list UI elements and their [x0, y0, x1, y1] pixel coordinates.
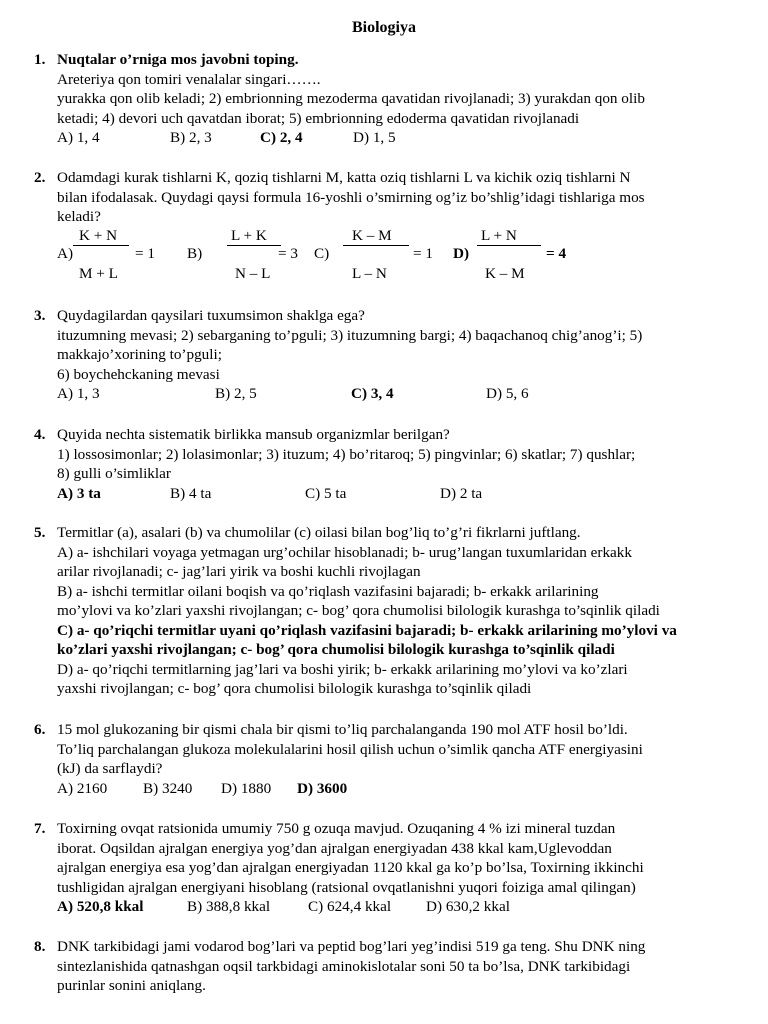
question-number: 5. — [34, 524, 46, 541]
question-line: (kJ) da sarflaydi? — [57, 760, 163, 777]
question-line: purinlar sonini aniqlang. — [57, 977, 206, 994]
option-d: D) 1, 5 — [353, 129, 396, 146]
option-c-numerator: K – M — [352, 226, 392, 244]
question-line: ajralgan energiya esa yog’dan ajralgan energiyadan 1120 kkal ga ko’p bo’lsa, Toxirning ikkinchi — [57, 859, 644, 876]
option-a-label: A) — [57, 244, 74, 262]
option-b-equals: = 3 — [278, 244, 298, 262]
answer-options — [57, 897, 746, 917]
question-3 — [34, 306, 746, 404]
question-line: Quydagilardan qaysilari tuxumsimon shaklga ega? — [57, 307, 365, 324]
question-number: 6. — [34, 721, 46, 738]
option-c-label: C) — [314, 244, 330, 262]
question-line: DNK tarkibidagi jami vodarod bog’lari va peptid bog’lari yeg’indisi 519 ga teng. Shu DNK ning — [57, 938, 646, 955]
option-d-line: D) a- qo’riqchi termitlarning jag’lari va boshi yirik; b- erkakk arilarining mo’ylovi va ko’zlari — [57, 660, 628, 678]
option-d-denominator: K – M — [485, 264, 525, 282]
option-c-line: ko’zlari yaxshi rivojlangan; c- bog’ qora chumolisi bilologik kurashga to’sqinlik qiladi — [57, 641, 615, 658]
fraction-bar — [343, 245, 409, 246]
question-number: 8. — [34, 938, 46, 955]
question-number: 7. — [34, 820, 46, 837]
option-d: D) 5, 6 — [486, 385, 529, 402]
option-a-equals: = 1 — [135, 244, 155, 262]
question-line: 8) gulli o’simliklar — [57, 465, 171, 482]
question-line: ituzumning mevasi; 2) sebarganing to’pguli; 3) ituzumning bargi; 4) baqachanoq chig’anog’i; 5) — [57, 326, 643, 344]
option-a-line: A) a- ishchilari voyaga yetmagan urg’ochilar hisoblanadi; b- urug’langan tuxumlaridan erkakk — [57, 543, 632, 561]
option-d-label: D) — [453, 244, 470, 262]
option-c: C) 624,4 kkal — [308, 898, 392, 915]
question-title: Nuqtalar o’rniga mos javobni toping. — [57, 51, 299, 68]
option-a: A) 520,8 kkal — [57, 898, 144, 915]
option-c-equals: = 1 — [413, 244, 433, 262]
question-line: Quyida nechta sistematik birlikka mansub organizmlar berilgan? — [57, 426, 450, 443]
question-line: 1) lossosimonlar; 2) lolasimonlar; 3) ituzum; 4) bo’ritaroq; 5) pingvinlar; 6) skatlar; 7) qushlar; — [57, 445, 636, 463]
question-line: iborat. Oqsildan ajralgan energiya yog’dan ajralgan energiyadan 438 kkal kam,Uglevoddan — [57, 839, 612, 857]
fraction-bar — [477, 245, 541, 246]
question-line: To’liq parchalangan glukoza molekulalarini hosil qilish uchun o’simlik qancha ATF energiyasini — [57, 740, 643, 758]
option-c: D) 1880 — [221, 779, 272, 797]
option-b-label: B) — [187, 244, 203, 262]
option-a-line: arilar rivojlanadi; c- jag’lari yirik va boshi kuchli rivojlagan — [57, 563, 421, 580]
option-b-numerator: L + K — [231, 226, 267, 244]
fraction-bar — [227, 245, 281, 246]
option-b-line: mo’ylovi va ko’zlari yaxshi rivojlangan; c- bog’ qora chumolisi bilologik kurashga to’sqinlik qiladi — [57, 602, 660, 619]
option-d: D) 2 ta — [440, 484, 483, 502]
option-d-numerator: L + N — [481, 226, 517, 244]
question-line: tushligidan ajralgan energiyani hisoblang (ratsional ovqatlanishni yuqori foiziga amal qilingan) — [57, 878, 636, 896]
option-d: D) 3600 — [297, 779, 348, 797]
question-number: 4. — [34, 426, 46, 443]
question-7 — [34, 819, 746, 917]
option-a: A) 3 ta — [57, 484, 101, 502]
question-number: 2. — [34, 169, 46, 186]
question-line: makkajo’xorining to’pguli; — [57, 346, 222, 363]
question-4 — [34, 425, 746, 504]
option-b: B) 3240 — [143, 779, 193, 797]
option-b-denominator: N – L — [235, 264, 271, 282]
question-line: bilan ifodalasak. Quydagi qaysi formula 16-yoshli o’smirning og’iz bo’shlig’idagi tishlariga mos — [57, 188, 645, 206]
option-b: B) 4 ta — [170, 484, 212, 502]
question-number: 1. — [34, 51, 46, 68]
option-c: C) 5 ta — [305, 484, 347, 502]
option-b-line: B) a- ishchi termitlar oilani boqish va qo’riqlash vazifasini bajaradi; b- erkakk arilarining — [57, 582, 599, 600]
question-line: 15 mol glukozaning bir qismi chala bir qismi to’liq parchalanganda 190 mol ATF hosil bo’ldi. — [57, 721, 628, 738]
option-d-equals: = 4 — [546, 244, 567, 262]
option-a: A) 2160 — [57, 779, 108, 797]
option-b: B) 2, 3 — [170, 129, 212, 146]
option-d: D) 630,2 kkal — [426, 898, 510, 915]
question-line: sintezlanishida qatnashgan oqsil tarkbidagi aminokislotalar soni 50 ta bo’lsa, DNK tarkibidagi — [57, 957, 631, 975]
option-c-denominator: L – N — [352, 264, 387, 282]
question-line: keladi? — [57, 208, 101, 225]
answer-options — [57, 484, 746, 504]
question-8 — [34, 937, 746, 996]
option-a: A) 1, 3 — [57, 385, 100, 402]
answer-options — [57, 384, 746, 404]
fraction-bar — [73, 245, 129, 246]
question-line: 6) boychehckaning mevasi — [57, 365, 220, 383]
question-line: Odamdagi kurak tishlarni K, qoziq tishlarni M, katta oziq tishlarni L va kichik oziq tishlarni N — [57, 169, 631, 186]
question-line: Areteriya qon tomiri venalalar singari……. — [57, 70, 321, 88]
option-c-line: C) a- qo’riqchi termitlar uyani qo’riqlash vazifasini bajaradi; b- erkakk arilarining mo’ylovi va — [57, 621, 677, 639]
answer-options — [57, 128, 746, 148]
option-c: C) 3, 4 — [351, 385, 394, 402]
option-a: A) 1, 4 — [57, 129, 100, 146]
question-1 — [34, 50, 746, 148]
option-a-denominator: M + L — [79, 264, 118, 282]
question-2 — [34, 168, 746, 285]
question-6 — [34, 720, 746, 799]
page-title: Biologiya — [351, 19, 416, 36]
question-line: Termitlar (a), asalari (b) va chumolilar (c) oilasi bilan bog’liq to’g’ri fikrlarni juftlang. — [57, 524, 581, 541]
option-b: B) 388,8 kkal — [187, 898, 271, 915]
question-number: 3. — [34, 307, 46, 324]
answer-options — [57, 779, 746, 799]
question-line: ketadi; 4) devori uch qavatdan iborat; 5) embrionning edoderma qavatidan rivojlanadi — [57, 109, 580, 127]
option-b: B) 2, 5 — [215, 385, 257, 402]
question-line: yurakka qon olib keladi; 2) embrionning mezoderma qavatidan rivojlanadi; 3) yurakdan qon olib — [57, 90, 645, 107]
question-5 — [34, 523, 746, 699]
option-a-numerator: K + N — [79, 226, 118, 244]
option-c: C) 2, 4 — [260, 129, 303, 146]
question-line: Toxirning ovqat ratsionida umumiy 750 g ozuqa mavjud. Ozuqaning 4 % izi mineral tuzdan — [57, 820, 616, 837]
formula-options — [57, 227, 746, 285]
option-d-line: yaxshi rivojlangan; c- bog’ qora chumolisi bilologik kurashga to’sqinlik qiladi — [57, 680, 532, 697]
